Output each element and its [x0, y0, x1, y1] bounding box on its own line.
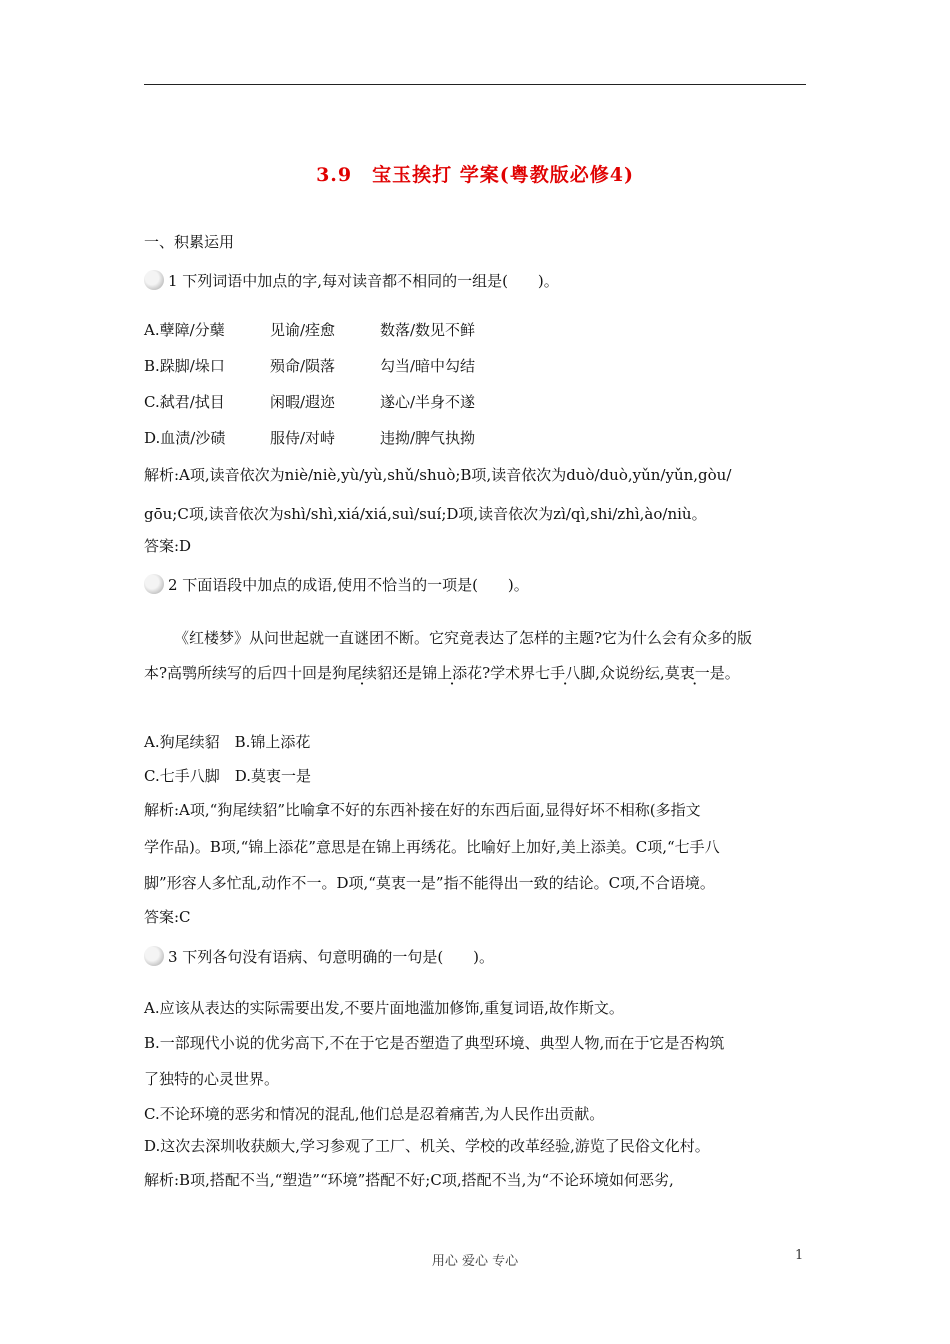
- q2-analysis-line2: 学作品)。B项,“锦上添花”意思是在锦上再绣花。比喻好上加好,美上添美。C项,“七手八: [144, 838, 720, 856]
- q1-option-d-part1: D.血渍/沙碛: [144, 429, 226, 447]
- q2-answer: 答案:C: [144, 908, 191, 926]
- question-3: [144, 946, 494, 967]
- q1-option-c-part2: 闲暇/遐迩: [270, 393, 336, 411]
- q1-option-c-part1: C.弑君/拭目: [144, 393, 225, 411]
- q1-analysis-line1: 解析:A项,读音依次为niè/niè,yù/yù,shǔ/shuò;B项,读音依次为duò/duò,yǔn/yǔn,gòu/: [144, 466, 732, 484]
- idiom-dotted: 七手八脚: [535, 664, 596, 682]
- q3-option-b-line2: 了独特的心灵世界。: [144, 1070, 280, 1088]
- idiom-dotted: 锦上添花: [422, 664, 483, 682]
- q1-option-c-part3: 遂心/半身不遂: [380, 393, 476, 411]
- q1-option-b-part2: 殒命/陨落: [270, 357, 336, 375]
- q1-option-d: [144, 428, 475, 448]
- q1-option-a-part3: 数落/数见不鲜: [380, 321, 476, 339]
- passage-text: 。: [724, 664, 740, 682]
- question-2: [144, 574, 529, 595]
- q1-option-b-part1: B.跺脚/垛口: [144, 357, 225, 375]
- q1-option-c: [144, 392, 475, 412]
- q1-option-a-part1: A.孽障/分蘖: [144, 321, 225, 339]
- question-3-stem: 3 下列各句没有语病、句意明确的一句是( )。: [168, 948, 495, 966]
- idiom-dotted: 狗尾续貂: [332, 664, 393, 682]
- q2-passage-line2: [144, 663, 740, 683]
- passage-text: ?学术界: [482, 664, 536, 682]
- page-number: 1: [795, 1248, 804, 1263]
- passage-text: 本?高鹗所续写的后四十回是: [144, 664, 333, 682]
- q3-analysis-line1: 解析:B项,搭配不当,“塑造”“环境”搭配不好;C项,搭配不当,为“不论环境如何恶劣,: [144, 1171, 674, 1189]
- question-bullet-icon: [144, 574, 164, 594]
- q1-option-d-part3: 违拗/脾气执拗: [380, 429, 476, 447]
- idiom-dotted: 莫衷一是: [664, 664, 725, 682]
- q3-option-a: A.应该从表达的实际需要出发,不要片面地滥加修饰,重复词语,故作斯文。: [144, 999, 624, 1017]
- section-heading: 一、积累运用: [144, 233, 235, 251]
- q2-analysis-line3: 脚”形容人多忙乱,动作不一。D项,“莫衷一是”指不能得出一致的结论。C项,不合语境。: [144, 874, 715, 892]
- question-2-stem: 2 下面语段中加点的成语,使用不恰当的一项是( )。: [168, 576, 529, 594]
- question-1-stem: 1 下列词语中加点的字,每对读音都不相同的一组是( )。: [168, 272, 559, 290]
- q1-option-a-part2: 见谕/痊愈: [270, 321, 336, 339]
- q3-option-b-line1: B.一部现代小说的优劣高下,不在于它是否塑造了典型环境、典型人物,而在于它是否构筑: [144, 1034, 725, 1052]
- q2-options-ab: A.狗尾续貂 B.锦上添花: [144, 733, 311, 751]
- q1-option-d-part2: 服侍/对峙: [270, 429, 336, 447]
- passage-text: 还是: [392, 664, 423, 682]
- q1-option-a: [144, 320, 475, 340]
- q1-option-b: [144, 356, 475, 376]
- question-bullet-icon: [144, 946, 164, 966]
- question-bullet-icon: [144, 270, 164, 290]
- header-rule: [144, 84, 806, 85]
- q2-options-cd: C.七手八脚 D.莫衷一是: [144, 767, 311, 785]
- q1-answer: 答案:D: [144, 537, 192, 555]
- q2-passage-line1: 《红楼梦》从问世起就一直谜团不断。它究竟表达了怎样的主题?它为什么会有众多的版: [174, 629, 753, 647]
- passage-text: ,众说纷纭,: [595, 664, 665, 682]
- q3-option-d: D.这次去深圳收获颇大,学习参观了工厂、机关、学校的改革经验,游览了民俗文化村。: [144, 1137, 710, 1155]
- question-1: [144, 270, 559, 291]
- q3-option-c: C.不论环境的恶劣和情况的混乱,他们总是忍着痛苦,为人民作出贡献。: [144, 1105, 605, 1123]
- q2-analysis-line1: 解析:A项,“狗尾续貂”比喻拿不好的东西补接在好的东西后面,显得好坏不相称(多指文: [144, 801, 701, 819]
- q1-option-b-part3: 勾当/暗中勾结: [380, 357, 476, 375]
- page-footer: 用心 爱心 专心: [431, 1254, 519, 1269]
- page-title: 3.9 宝玉挨打 学案(粤教版必修4): [316, 164, 634, 186]
- q1-analysis-line2: gōu;C项,读音依次为shì/shì,xiá/xiá,suì/suí;D项,读音依次为zì/qì,shi/zhì,ào/niù。: [144, 505, 707, 523]
